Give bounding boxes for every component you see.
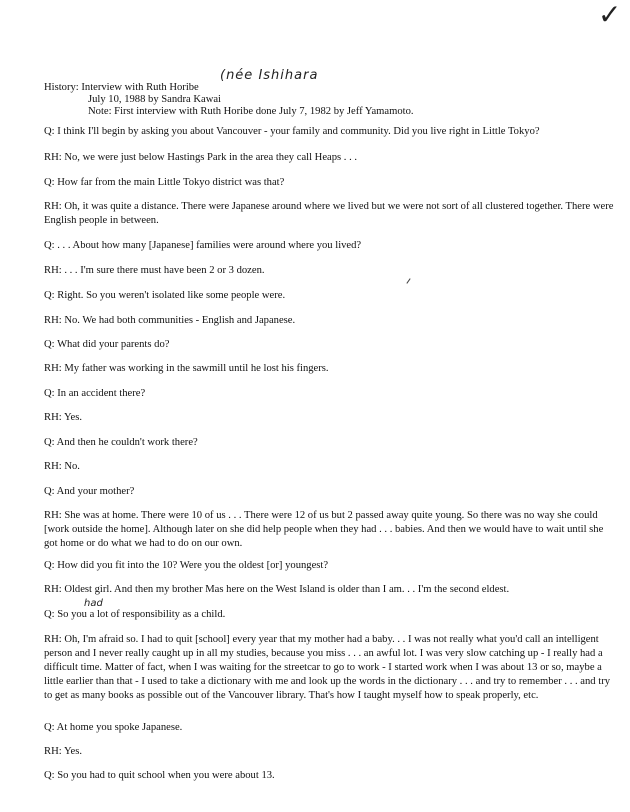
transcript-entry [44, 608, 614, 622]
transcript-entry [44, 769, 614, 783]
transcript-entry [44, 387, 614, 401]
speaker-label: Q: [44, 437, 55, 448]
transcript-entry [44, 559, 614, 573]
entry-text: Right. So you weren't isolated like some people were. [57, 290, 286, 301]
speaker-label: RH: [44, 265, 62, 276]
transcript-entry [44, 338, 614, 352]
speaker-label: Q: [44, 770, 55, 781]
speaker-label: Q: [44, 560, 55, 571]
header-title: History: Interview with Ruth Horibe [44, 82, 199, 93]
entry-text: So you had to quit school when you were about 13. [57, 770, 275, 781]
speaker-label: RH: [44, 315, 62, 326]
transcript-entry [44, 460, 614, 474]
entry-text: My father was working in the sawmill until he lost his fingers. [64, 363, 329, 374]
speaker-label: Q: [44, 388, 55, 399]
speaker-label: RH: [44, 152, 62, 163]
transcript-entry [44, 151, 614, 165]
transcript-entry [44, 314, 614, 328]
transcript-entry [44, 485, 614, 499]
speaker-label: RH: [44, 746, 62, 757]
speaker-label: Q: [44, 722, 55, 733]
speaker-label: RH: [44, 461, 62, 472]
transcript-entry [44, 200, 614, 228]
transcript-entry [44, 289, 614, 303]
speaker-label: Q: [44, 339, 55, 350]
entry-text: I think I'll begin by asking you about Vancouver - your family and community. Did you live right in Little Tokyo? [57, 126, 540, 137]
speaker-label: RH: [44, 363, 62, 374]
transcript-entry [44, 721, 614, 735]
entry-text: At home you spoke Japanese. [56, 722, 183, 733]
stray-pen-mark [406, 278, 410, 283]
transcript-entry [44, 239, 614, 253]
header-note: Note: First interview with Ruth Horibe done July 7, 1982 by Jeff Yamamoto. [88, 106, 414, 117]
speaker-label: RH: [44, 412, 62, 423]
entry-text: Yes. [63, 412, 83, 423]
entry-text: She was at home. There were 10 of us . . . There were 12 of us but 2 passed away quite young. So there was no way she could [work outside the home]. Although later on she did help people when they had . . . babies. And then we would have to wait until she got home or do what we had to do on our own. [44, 510, 604, 549]
speaker-label: Q: [44, 126, 55, 137]
transcript-entry [44, 633, 614, 703]
transcript-entry [44, 362, 614, 376]
entry-text: No. [64, 461, 80, 472]
entry-text: Yes. [63, 746, 83, 757]
document-header [44, 82, 414, 118]
entry-text: And your mother? [56, 486, 135, 497]
handwritten-checkmark: ✓ [598, 0, 622, 31]
transcript-entry [44, 509, 614, 551]
entry-text: No, we were just below Hastings Park in the area they call Heaps . . . [64, 152, 358, 163]
speaker-label: RH: [44, 510, 62, 521]
handwritten-nee-annotation: (née Ishihara [220, 68, 319, 83]
transcript-entry [44, 745, 614, 759]
handwritten-had-insertion: had [84, 598, 103, 609]
entry-text: No. We had both communities - English and Japanese. [64, 315, 296, 326]
transcript-entry [44, 125, 614, 139]
transcript-entry [44, 411, 614, 425]
entry-text: What did your parents do? [57, 339, 170, 350]
transcript-entry [44, 583, 614, 597]
entry-text: Oh, I'm afraid so. I had to quit [school] every year that my mother had a baby. . . I was not really what you'd call an intelligent person and I never really caught up in all my studies, because you miss . . . an awful lot. I was very slow catching up - I really had a difficult time. Matter of fact, when I was waiting for the streetcar to go to work - I started work when I was about 13 or so, maybe a little earlier than that - I used to take a dictionary with me and look up the words in the dictionary . . . and try to remember . . . and try to get as many books as possible out of the Vancouver library. That's how I taught myself how to speak properly, etc. [44, 634, 611, 701]
entry-text: In an accident there? [57, 388, 146, 399]
entry-text: . . . About how many [Japanese] families were around where you lived? [57, 240, 362, 251]
speaker-label: Q: [44, 609, 55, 620]
speaker-label: RH: [44, 634, 62, 645]
header-date: July 10, 1988 by Sandra Kawai [88, 94, 221, 105]
entry-text: So you a lot of responsibility as a child. [57, 609, 226, 620]
speaker-label: RH: [44, 584, 62, 595]
entry-text: . . . I'm sure there must have been 2 or 3 dozen. [64, 265, 265, 276]
speaker-label: Q: [44, 177, 55, 188]
speaker-label: Q: [44, 486, 55, 497]
speaker-label: Q: [44, 240, 55, 251]
speaker-label: RH: [44, 201, 62, 212]
entry-text: How far from the main Little Tokyo district was that? [57, 177, 285, 188]
transcript-entry [44, 436, 614, 450]
transcript-entry [44, 176, 614, 190]
entry-text: And then he couldn't work there? [56, 437, 198, 448]
entry-text: Oh, it was quite a distance. There were Japanese around where we lived but we were not sort of all clustered together. There were English people in between. [44, 201, 614, 226]
transcript-entry [44, 264, 614, 278]
speaker-label: Q: [44, 290, 55, 301]
entry-text: Oldest girl. And then my brother Mas here on the West Island is older than I am. . . I'm the second eldest. [64, 584, 510, 595]
entry-text: How did you fit into the 10? Were you the oldest [or] youngest? [57, 560, 329, 571]
